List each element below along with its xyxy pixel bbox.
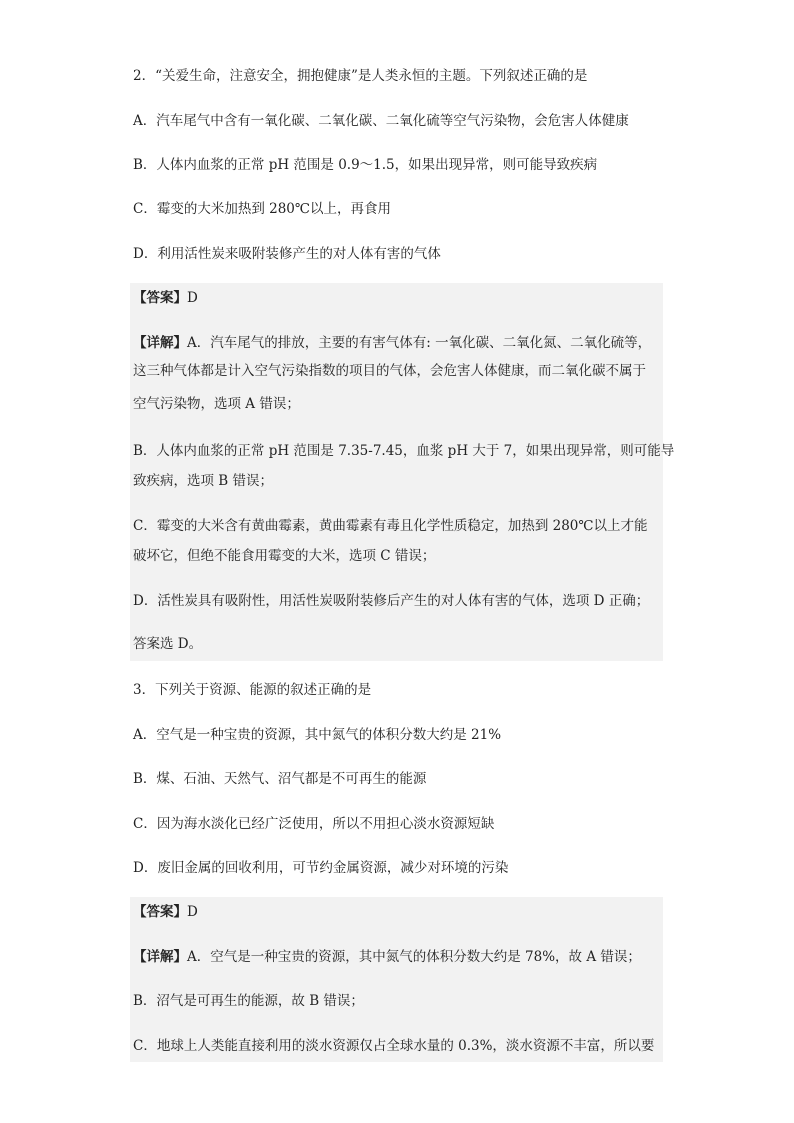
q3-stem: 3．下列关于资源、能源的叙述正确的是 bbox=[133, 682, 372, 698]
q2-stem: 2．“关爱生命，注意安全，拥抱健康”是人类永恒的主题。下列叙述正确的是 bbox=[133, 68, 588, 84]
q2-explanation-line: D．活性炭具有吸附性，用活性炭吸附装修后产生的对人体有害的气体，选项 D 正确； bbox=[133, 593, 650, 609]
q2-explanation-line: C．霉变的大米含有黄曲霉素，黄曲霉素有毒且化学性质稳定，加热到 280℃以上才能 bbox=[133, 518, 648, 534]
q2-detail-label: 【详解】 bbox=[133, 335, 187, 351]
q3-answer bbox=[133, 901, 663, 923]
q3-option-c: C．因为海水淡化已经广泛使用，所以不用担心淡水资源短缺 bbox=[133, 816, 495, 832]
q3-option-d: D．废旧金属的回收利用，可节约金属资源，减少对环境的污染 bbox=[133, 860, 509, 876]
q2-explanation-line: 答案选 D。 bbox=[133, 636, 203, 652]
q3-explanation-line: C．地球上人类能直接利用的淡水资源仅占全球水量的 0.3%，淡水资源不丰富，所以要 bbox=[133, 1038, 655, 1054]
q2-option-d: D．利用活性炭来吸附装修产生的对人体有害的气体 bbox=[133, 246, 441, 262]
q3-detail-label: 【详解】 bbox=[133, 949, 187, 965]
q2-explanation-line: B．人体内血浆的正常 pH 范围是 7.35-7.45，血浆 pH 大于 7，如果出现异常，则可能导 bbox=[133, 443, 675, 459]
q3-option-b: B．煤、石油、天然气、沼气都是不可再生的能源 bbox=[133, 771, 427, 787]
q2-option-a: A．汽车尾气中含有一氧化碳、二氧化碳、二氧化硫等空气污染物，会危害人体健康 bbox=[133, 113, 629, 129]
q3-answer-value: D bbox=[187, 904, 198, 920]
q3-answer-label: 【答案】 bbox=[133, 904, 187, 920]
q2-answer bbox=[133, 287, 663, 309]
q2-explanation-line: 致疾病，选项 B 错误； bbox=[133, 473, 274, 489]
q3-explanation-line: B．沼气是可再生的能源，故 B 错误； bbox=[133, 993, 364, 1009]
q3-explanation-line: 【详解】A．空气是一种宝贵的资源，其中氮气的体积分数大约是 78%，故 A 错误； bbox=[133, 949, 641, 965]
q2-answer-value: D bbox=[187, 290, 198, 306]
q2-option-b: B．人体内血浆的正常 pH 范围是 0.9～1.5，如果出现异常，则可能导致疾病 bbox=[133, 157, 598, 173]
q2-answer-label: 【答案】 bbox=[133, 290, 187, 306]
q2-explanation-line: 这三种气体都是计入空气污染指数的项目的气体，会危害人体健康，而二氧化碳不属于 bbox=[133, 363, 646, 379]
q2-explanation-line: 空气污染物，选项 A 错误； bbox=[133, 396, 300, 412]
q2-explanation-line: 破坏它，但绝不能食用霉变的大米，选项 C 错误； bbox=[133, 548, 436, 564]
q3-option-a: A．空气是一种宝贵的资源，其中氮气的体积分数大约是 21% bbox=[133, 727, 502, 743]
q2-explanation-line: 【详解】A．汽车尾气的排放，主要的有害气体有: 一氧化碳、二氧化氮、二氧化硫等， bbox=[133, 335, 652, 351]
q2-option-c: C．霉变的大米加热到 280℃以上，再食用 bbox=[133, 201, 391, 217]
